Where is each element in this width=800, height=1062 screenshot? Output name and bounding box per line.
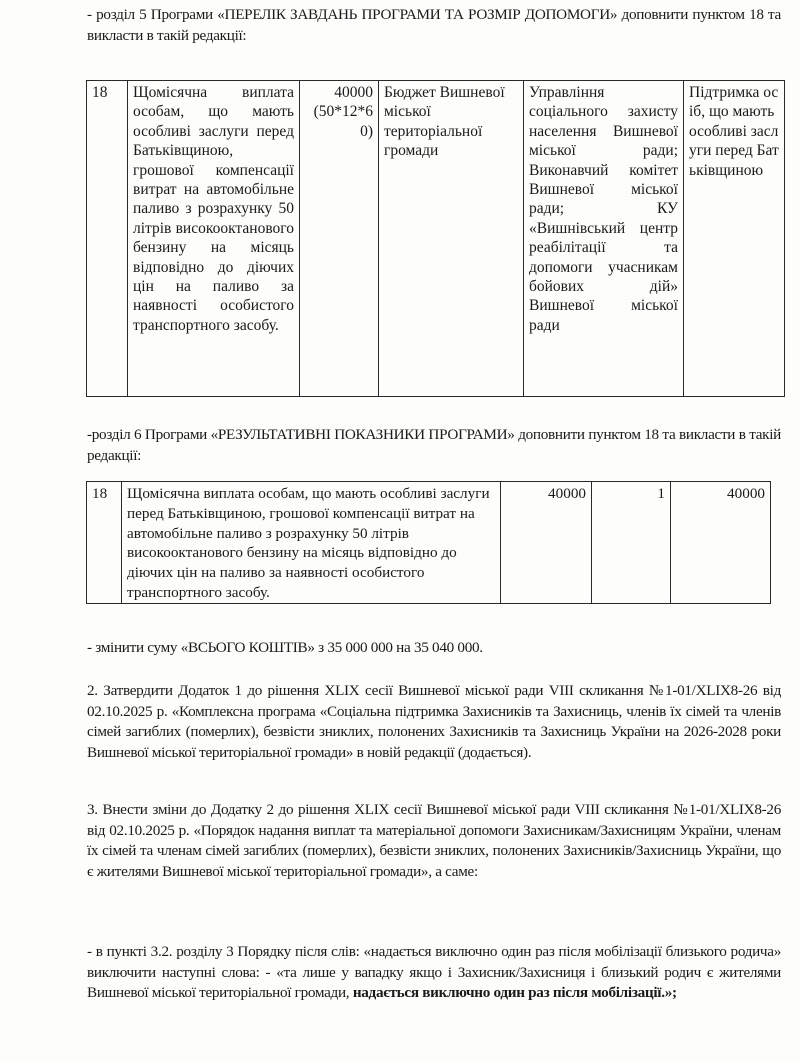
item-3-point [87, 942, 781, 1004]
task-description: Щомісячна виплата особам, що мають особливі заслуги перед Батьківщиною, грошової компенсації витрат на автомобільне паливо з розрахунку 50 літрів високооктанового бензину на місяць відповідно до діючих цін на паливо за наявності особистого транспортного засобу. [128, 81, 300, 397]
expected-result: Підтримка осіб, що мають особливі заслуги перед Батьківщиною [684, 81, 785, 397]
indicator-value-1: 40000 [501, 482, 592, 604]
funding-source: Бюджет Вишневої міської територіальної громади [379, 81, 524, 397]
row-number: 18 [87, 482, 122, 604]
indicator-value-3: 40000 [671, 482, 771, 604]
item-3: 3. Внести зміни до Додатку 2 до рішення XLIX сесії Вишневої міської ради VIII скликання №1-01/XLIX8-26 від 02.10.2025 р. «Порядок надання виплат та матеріальної допомоги Захисникам/Захисницям України, членам їх сімей та членам сімей загиблих (померлих), безвісти зниклих, полонених Захисників/Захисниць України, що є жителями Вишневої міської територіальної громади», а саме: [87, 801, 781, 880]
task-description: Щомісячна виплата особам, що мають особливі заслуги перед Батьківщиною, грошової компенсації витрат на автомобільне паливо з розрахунку 50 літрів високооктанового бензину на місяць відповідно до діючих цін на паливо за наявності особистого транспортного засобу. [122, 482, 501, 604]
program-tasks-table [86, 80, 785, 397]
item-3-point-text: - в пункті 3.2. розділу 3 Порядку після слів: «надається виключно один раз після мобілізації близького родича» виключити наступні слова: - «та лише у вападку якщо і Захисник/Захисниця і близький родич є жителями Вишневої міської територіальної громади, [87, 943, 781, 1001]
indicator-value-2: 1 [592, 482, 671, 604]
table-row [87, 482, 771, 604]
amount-cell [300, 81, 379, 397]
section5-intro: - розділ 5 Програми «ПЕРЕЛІК ЗАВДАНЬ ПРОГРАМИ ТА РОЗМІР ДОПОМОГИ» доповнити пунктом 18 та викласти в такій редакції: [87, 6, 781, 44]
amount-formula: (50*12*60) [313, 103, 373, 140]
row-number: 18 [87, 81, 128, 397]
section6-intro: -розділ 6 Програми «РЕЗУЛЬТАТИВНІ ПОКАЗНИКИ ПРОГРАМИ» доповнити пунктом 18 та викласти в такій редакції: [87, 426, 781, 464]
total-change: - змінити суму «ВСЬОГО КОШТІВ» з 35 000 000 на 35 040 000. [87, 639, 483, 656]
performance-indicators-table [86, 481, 771, 604]
amount-value: 40000 [334, 84, 373, 101]
table-row [87, 81, 785, 397]
item-3-point-bold: надається виключно один раз після мобілізації.»; [352, 984, 677, 1001]
executors: Управління соціального захисту населення Вишневої міської ради; Виконавчий комітет Вишневої міської ради; КУ «Вишнівський центр реабілітації та допомоги учасникам бойових дій» Вишневої міської ради [524, 81, 684, 397]
item-2: 2. Затвердити Додаток 1 до рішення XLIX сесії Вишневої міської ради VIII скликання №1-01/XLIX8-26 від 02.10.2025 р. «Комплексна програма «Соціальна підтримка Захисників та Захисниць, членів їх сімей та членів сімей загиблих (померлих), безвісти зниклих, полонених Захисників та Захисниць України на 2026-2028 роки Вишневої міської територіальної громади» в новій редакції (додається). [87, 682, 781, 761]
